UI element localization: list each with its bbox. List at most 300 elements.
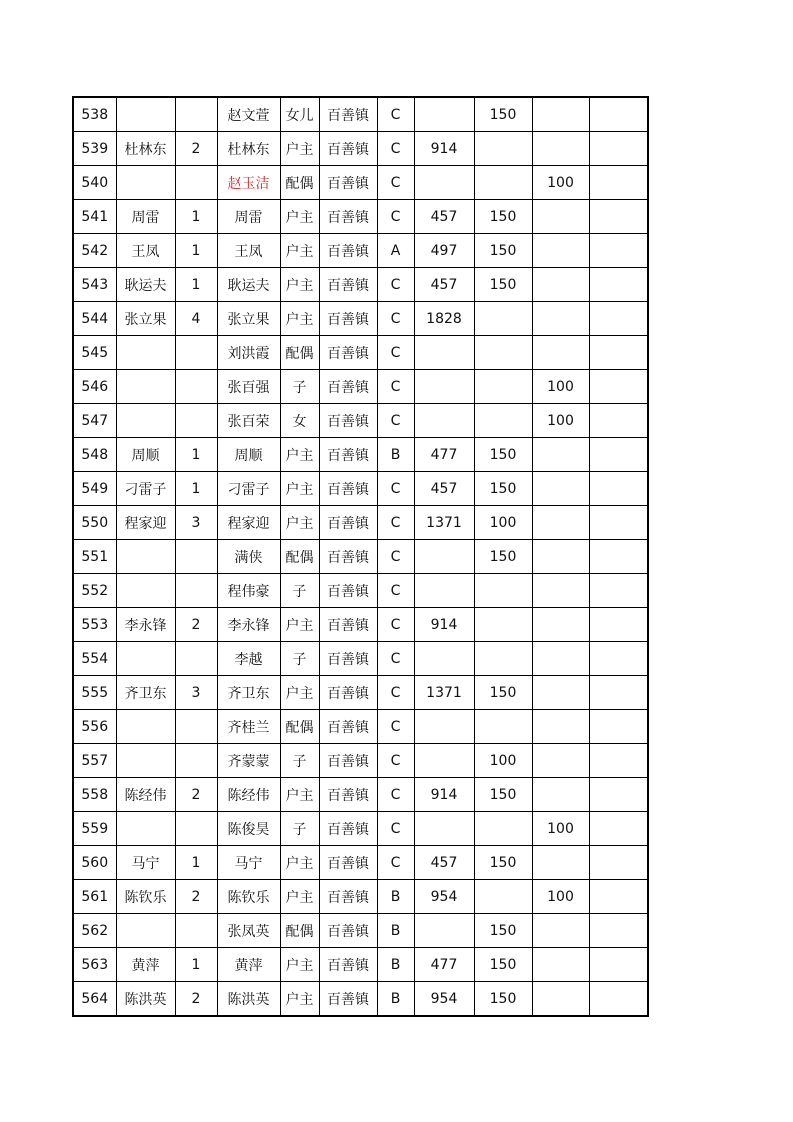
member-name-cell: 陈经伟 xyxy=(217,778,280,812)
amount-c-cell xyxy=(532,472,589,506)
relation-cell: 户主 xyxy=(280,778,319,812)
household-count-cell: 2 xyxy=(175,132,217,166)
household-count-cell xyxy=(175,744,217,778)
amount-a-cell: 914 xyxy=(414,608,474,642)
amount-b-cell: 100 xyxy=(474,506,532,540)
town-cell: 百善镇 xyxy=(319,914,377,948)
amount-c-cell xyxy=(532,744,589,778)
relation-cell: 户主 xyxy=(280,982,319,1017)
household-head-cell: 李永锋 xyxy=(116,608,175,642)
row-number-cell: 558 xyxy=(73,778,116,812)
household-head-cell: 陈洪英 xyxy=(116,982,175,1017)
table-row xyxy=(73,914,648,948)
amount-a-cell xyxy=(414,540,474,574)
household-head-cell: 齐卫东 xyxy=(116,676,175,710)
amount-b-cell: 150 xyxy=(474,982,532,1017)
household-head-cell: 程家迎 xyxy=(116,506,175,540)
member-name-cell: 程家迎 xyxy=(217,506,280,540)
household-count-cell: 2 xyxy=(175,982,217,1017)
relation-cell: 女儿 xyxy=(280,97,319,132)
member-name-cell: 陈洪英 xyxy=(217,982,280,1017)
amount-b-cell: 150 xyxy=(474,200,532,234)
amount-c-cell xyxy=(532,710,589,744)
household-head-cell xyxy=(116,336,175,370)
grade-cell: C xyxy=(377,97,414,132)
amount-c-cell xyxy=(532,268,589,302)
amount-b-cell: 150 xyxy=(474,97,532,132)
relation-cell: 户主 xyxy=(280,948,319,982)
household-count-cell: 1 xyxy=(175,846,217,880)
member-name-cell: 程伟豪 xyxy=(217,574,280,608)
household-count-cell: 2 xyxy=(175,778,217,812)
household-head-cell: 黄萍 xyxy=(116,948,175,982)
relation-cell: 配偶 xyxy=(280,710,319,744)
town-cell: 百善镇 xyxy=(319,506,377,540)
row-number-cell: 555 xyxy=(73,676,116,710)
household-head-cell xyxy=(116,370,175,404)
amount-b-cell: 150 xyxy=(474,472,532,506)
table-row xyxy=(73,540,648,574)
amount-a-cell: 457 xyxy=(414,472,474,506)
grade-cell: C xyxy=(377,370,414,404)
household-head-cell xyxy=(116,642,175,676)
blank-cell xyxy=(589,982,648,1017)
member-name-cell: 陈俊昊 xyxy=(217,812,280,846)
row-number-cell: 542 xyxy=(73,234,116,268)
relation-cell: 子 xyxy=(280,744,319,778)
member-name-cell: 杜林东 xyxy=(217,132,280,166)
row-number-cell: 560 xyxy=(73,846,116,880)
amount-b-cell: 150 xyxy=(474,268,532,302)
relation-cell: 配偶 xyxy=(280,540,319,574)
row-number-cell: 548 xyxy=(73,438,116,472)
row-number-cell: 553 xyxy=(73,608,116,642)
relation-cell: 户主 xyxy=(280,880,319,914)
member-name-cell: 周雷 xyxy=(217,200,280,234)
amount-b-cell: 150 xyxy=(474,778,532,812)
member-name-cell: 马宁 xyxy=(217,846,280,880)
amount-a-cell: 457 xyxy=(414,268,474,302)
town-cell: 百善镇 xyxy=(319,438,377,472)
amount-c-cell xyxy=(532,438,589,472)
town-cell: 百善镇 xyxy=(319,812,377,846)
row-number-cell: 544 xyxy=(73,302,116,336)
row-number-cell: 543 xyxy=(73,268,116,302)
town-cell: 百善镇 xyxy=(319,710,377,744)
blank-cell xyxy=(589,948,648,982)
household-head-cell xyxy=(116,710,175,744)
member-name-cell: 刁雷子 xyxy=(217,472,280,506)
relation-cell: 户主 xyxy=(280,268,319,302)
member-name-cell: 张凤英 xyxy=(217,914,280,948)
table-row xyxy=(73,676,648,710)
amount-c-cell xyxy=(532,574,589,608)
relation-cell: 户主 xyxy=(280,302,319,336)
table-row xyxy=(73,574,648,608)
blank-cell xyxy=(589,97,648,132)
table-row xyxy=(73,370,648,404)
amount-a-cell xyxy=(414,404,474,438)
amount-b-cell: 150 xyxy=(474,846,532,880)
member-name-cell: 李越 xyxy=(217,642,280,676)
grade-cell: C xyxy=(377,642,414,676)
table-row xyxy=(73,744,648,778)
member-name-cell: 赵文萱 xyxy=(217,97,280,132)
table-row xyxy=(73,642,648,676)
amount-b-cell: 150 xyxy=(474,438,532,472)
amount-c-cell: 100 xyxy=(532,166,589,200)
town-cell: 百善镇 xyxy=(319,642,377,676)
amount-c-cell xyxy=(532,506,589,540)
table-row xyxy=(73,200,648,234)
table-row xyxy=(73,710,648,744)
member-name-cell: 周顺 xyxy=(217,438,280,472)
blank-cell xyxy=(589,506,648,540)
town-cell: 百善镇 xyxy=(319,744,377,778)
blank-cell xyxy=(589,438,648,472)
member-name-cell: 王凤 xyxy=(217,234,280,268)
blank-cell xyxy=(589,336,648,370)
household-count-cell: 2 xyxy=(175,608,217,642)
blank-cell xyxy=(589,676,648,710)
relation-cell: 子 xyxy=(280,370,319,404)
amount-a-cell: 954 xyxy=(414,880,474,914)
relation-cell: 子 xyxy=(280,812,319,846)
grade-cell: B xyxy=(377,880,414,914)
grade-cell: C xyxy=(377,540,414,574)
town-cell: 百善镇 xyxy=(319,132,377,166)
grade-cell: C xyxy=(377,574,414,608)
amount-c-cell xyxy=(532,200,589,234)
town-cell: 百善镇 xyxy=(319,97,377,132)
row-number-cell: 549 xyxy=(73,472,116,506)
town-cell: 百善镇 xyxy=(319,846,377,880)
household-count-cell xyxy=(175,404,217,438)
grade-cell: C xyxy=(377,744,414,778)
amount-c-cell: 100 xyxy=(532,812,589,846)
grade-cell: C xyxy=(377,676,414,710)
blank-cell xyxy=(589,302,648,336)
member-name-cell: 齐蒙蒙 xyxy=(217,744,280,778)
household-head-cell: 周顺 xyxy=(116,438,175,472)
amount-a-cell xyxy=(414,370,474,404)
blank-cell xyxy=(589,642,648,676)
household-count-cell xyxy=(175,336,217,370)
amount-a-cell xyxy=(414,166,474,200)
amount-b-cell: 150 xyxy=(474,914,532,948)
amount-a-cell: 457 xyxy=(414,200,474,234)
amount-b-cell xyxy=(474,302,532,336)
grade-cell: C xyxy=(377,166,414,200)
grade-cell: C xyxy=(377,608,414,642)
table-row xyxy=(73,982,648,1017)
amount-c-cell xyxy=(532,948,589,982)
grade-cell: C xyxy=(377,132,414,166)
amount-b-cell: 100 xyxy=(474,744,532,778)
amount-c-cell xyxy=(532,336,589,370)
town-cell: 百善镇 xyxy=(319,778,377,812)
amount-a-cell xyxy=(414,812,474,846)
amount-b-cell: 150 xyxy=(474,540,532,574)
amount-b-cell xyxy=(474,574,532,608)
blank-cell xyxy=(589,574,648,608)
household-count-cell xyxy=(175,710,217,744)
household-head-cell xyxy=(116,166,175,200)
household-count-cell: 3 xyxy=(175,506,217,540)
amount-c-cell xyxy=(532,302,589,336)
row-number-cell: 551 xyxy=(73,540,116,574)
household-head-cell xyxy=(116,97,175,132)
amount-c-cell xyxy=(532,846,589,880)
amount-c-cell xyxy=(532,642,589,676)
household-count-cell xyxy=(175,166,217,200)
household-head-cell: 陈钦乐 xyxy=(116,880,175,914)
blank-cell xyxy=(589,166,648,200)
amount-a-cell: 1371 xyxy=(414,506,474,540)
amount-a-cell xyxy=(414,744,474,778)
grade-cell: C xyxy=(377,846,414,880)
household-head-cell xyxy=(116,404,175,438)
grade-cell: A xyxy=(377,234,414,268)
household-head-cell: 陈经伟 xyxy=(116,778,175,812)
member-name-cell: 齐卫东 xyxy=(217,676,280,710)
amount-a-cell: 1828 xyxy=(414,302,474,336)
amount-b-cell xyxy=(474,710,532,744)
town-cell: 百善镇 xyxy=(319,472,377,506)
amount-c-cell: 100 xyxy=(532,404,589,438)
member-name-cell: 刘洪霞 xyxy=(217,336,280,370)
row-number-cell: 556 xyxy=(73,710,116,744)
household-count-cell: 2 xyxy=(175,880,217,914)
relation-cell: 女 xyxy=(280,404,319,438)
amount-a-cell: 477 xyxy=(414,438,474,472)
town-cell: 百善镇 xyxy=(319,200,377,234)
household-head-cell xyxy=(116,540,175,574)
grade-cell: C xyxy=(377,404,414,438)
household-count-cell: 1 xyxy=(175,472,217,506)
blank-cell xyxy=(589,812,648,846)
town-cell: 百善镇 xyxy=(319,608,377,642)
table-row xyxy=(73,234,648,268)
household-count-cell: 1 xyxy=(175,234,217,268)
blank-cell xyxy=(589,744,648,778)
amount-a-cell xyxy=(414,574,474,608)
table-row xyxy=(73,778,648,812)
row-number-cell: 538 xyxy=(73,97,116,132)
town-cell: 百善镇 xyxy=(319,676,377,710)
amount-c-cell xyxy=(532,132,589,166)
amount-c-cell xyxy=(532,97,589,132)
relation-cell: 户主 xyxy=(280,676,319,710)
row-number-cell: 562 xyxy=(73,914,116,948)
amount-b-cell xyxy=(474,404,532,438)
row-number-cell: 546 xyxy=(73,370,116,404)
member-name-cell: 李永锋 xyxy=(217,608,280,642)
town-cell: 百善镇 xyxy=(319,234,377,268)
town-cell: 百善镇 xyxy=(319,166,377,200)
grade-cell: C xyxy=(377,472,414,506)
household-count-cell xyxy=(175,97,217,132)
household-count-cell xyxy=(175,642,217,676)
town-cell: 百善镇 xyxy=(319,302,377,336)
grade-cell: C xyxy=(377,302,414,336)
grade-cell: C xyxy=(377,778,414,812)
amount-c-cell: 100 xyxy=(532,880,589,914)
blank-cell xyxy=(589,234,648,268)
amount-c-cell xyxy=(532,982,589,1017)
amount-b-cell xyxy=(474,812,532,846)
household-head-cell: 刁雷子 xyxy=(116,472,175,506)
household-head-cell xyxy=(116,812,175,846)
row-number-cell: 557 xyxy=(73,744,116,778)
amount-a-cell xyxy=(414,914,474,948)
grade-cell: C xyxy=(377,506,414,540)
amount-b-cell xyxy=(474,166,532,200)
table-row xyxy=(73,302,648,336)
member-name-cell: 张立果 xyxy=(217,302,280,336)
household-count-cell xyxy=(175,370,217,404)
amount-b-cell xyxy=(474,880,532,914)
blank-cell xyxy=(589,200,648,234)
row-number-cell: 554 xyxy=(73,642,116,676)
amount-a-cell: 1371 xyxy=(414,676,474,710)
household-count-cell: 4 xyxy=(175,302,217,336)
blank-cell xyxy=(589,472,648,506)
amount-b-cell xyxy=(474,370,532,404)
household-head-cell: 张立果 xyxy=(116,302,175,336)
table-row xyxy=(73,404,648,438)
table-row xyxy=(73,880,648,914)
household-head-cell: 周雷 xyxy=(116,200,175,234)
member-name-cell: 陈钦乐 xyxy=(217,880,280,914)
relation-cell: 子 xyxy=(280,642,319,676)
household-table xyxy=(72,96,649,1017)
blank-cell xyxy=(589,880,648,914)
household-head-cell: 耿运夫 xyxy=(116,268,175,302)
table-row xyxy=(73,948,648,982)
amount-b-cell xyxy=(474,336,532,370)
row-number-cell: 561 xyxy=(73,880,116,914)
amount-c-cell xyxy=(532,608,589,642)
town-cell: 百善镇 xyxy=(319,336,377,370)
relation-cell: 配偶 xyxy=(280,166,319,200)
town-cell: 百善镇 xyxy=(319,880,377,914)
relation-cell: 户主 xyxy=(280,506,319,540)
blank-cell xyxy=(589,914,648,948)
row-number-cell: 552 xyxy=(73,574,116,608)
member-name-cell: 满侠 xyxy=(217,540,280,574)
blank-cell xyxy=(589,370,648,404)
grade-cell: C xyxy=(377,268,414,302)
row-number-cell: 547 xyxy=(73,404,116,438)
row-number-cell: 541 xyxy=(73,200,116,234)
relation-cell: 子 xyxy=(280,574,319,608)
town-cell: 百善镇 xyxy=(319,370,377,404)
amount-c-cell xyxy=(532,540,589,574)
grade-cell: B xyxy=(377,438,414,472)
relation-cell: 户主 xyxy=(280,200,319,234)
member-name-cell: 张百强 xyxy=(217,370,280,404)
town-cell: 百善镇 xyxy=(319,574,377,608)
relation-cell: 户主 xyxy=(280,608,319,642)
table-row xyxy=(73,506,648,540)
amount-a-cell xyxy=(414,642,474,676)
row-number-cell: 540 xyxy=(73,166,116,200)
household-count-cell: 3 xyxy=(175,676,217,710)
amount-c-cell xyxy=(532,676,589,710)
row-number-cell: 545 xyxy=(73,336,116,370)
household-count-cell: 1 xyxy=(175,268,217,302)
household-head-cell: 王凤 xyxy=(116,234,175,268)
amount-a-cell: 477 xyxy=(414,948,474,982)
amount-a-cell: 914 xyxy=(414,778,474,812)
town-cell: 百善镇 xyxy=(319,948,377,982)
table-row xyxy=(73,166,648,200)
blank-cell xyxy=(589,710,648,744)
amount-b-cell: 150 xyxy=(474,948,532,982)
household-head-cell xyxy=(116,574,175,608)
household-count-cell xyxy=(175,574,217,608)
grade-cell: B xyxy=(377,914,414,948)
grade-cell: B xyxy=(377,948,414,982)
amount-b-cell xyxy=(474,132,532,166)
amount-a-cell: 497 xyxy=(414,234,474,268)
household-count-cell xyxy=(175,914,217,948)
household-head-cell xyxy=(116,914,175,948)
blank-cell xyxy=(589,846,648,880)
row-number-cell: 564 xyxy=(73,982,116,1017)
amount-c-cell: 100 xyxy=(532,370,589,404)
household-count-cell xyxy=(175,540,217,574)
grade-cell: C xyxy=(377,336,414,370)
row-number-cell: 559 xyxy=(73,812,116,846)
table-row xyxy=(73,608,648,642)
town-cell: 百善镇 xyxy=(319,268,377,302)
amount-b-cell xyxy=(474,608,532,642)
member-name-cell: 耿运夫 xyxy=(217,268,280,302)
relation-cell: 户主 xyxy=(280,132,319,166)
relation-cell: 配偶 xyxy=(280,336,319,370)
blank-cell xyxy=(589,608,648,642)
relation-cell: 户主 xyxy=(280,472,319,506)
amount-b-cell xyxy=(474,642,532,676)
relation-cell: 户主 xyxy=(280,846,319,880)
grade-cell: C xyxy=(377,200,414,234)
amount-a-cell xyxy=(414,97,474,132)
table-row xyxy=(73,268,648,302)
relation-cell: 户主 xyxy=(280,234,319,268)
table-row xyxy=(73,97,648,132)
town-cell: 百善镇 xyxy=(319,540,377,574)
blank-cell xyxy=(589,268,648,302)
amount-a-cell xyxy=(414,336,474,370)
amount-b-cell: 150 xyxy=(474,234,532,268)
amount-b-cell: 150 xyxy=(474,676,532,710)
amount-a-cell: 457 xyxy=(414,846,474,880)
town-cell: 百善镇 xyxy=(319,404,377,438)
grade-cell: B xyxy=(377,982,414,1017)
table-row xyxy=(73,812,648,846)
amount-c-cell xyxy=(532,234,589,268)
blank-cell xyxy=(589,540,648,574)
amount-c-cell xyxy=(532,778,589,812)
table-row xyxy=(73,336,648,370)
member-name-cell: 黄萍 xyxy=(217,948,280,982)
table-body xyxy=(73,97,648,1016)
row-number-cell: 550 xyxy=(73,506,116,540)
member-name-cell: 张百荣 xyxy=(217,404,280,438)
grade-cell: C xyxy=(377,710,414,744)
